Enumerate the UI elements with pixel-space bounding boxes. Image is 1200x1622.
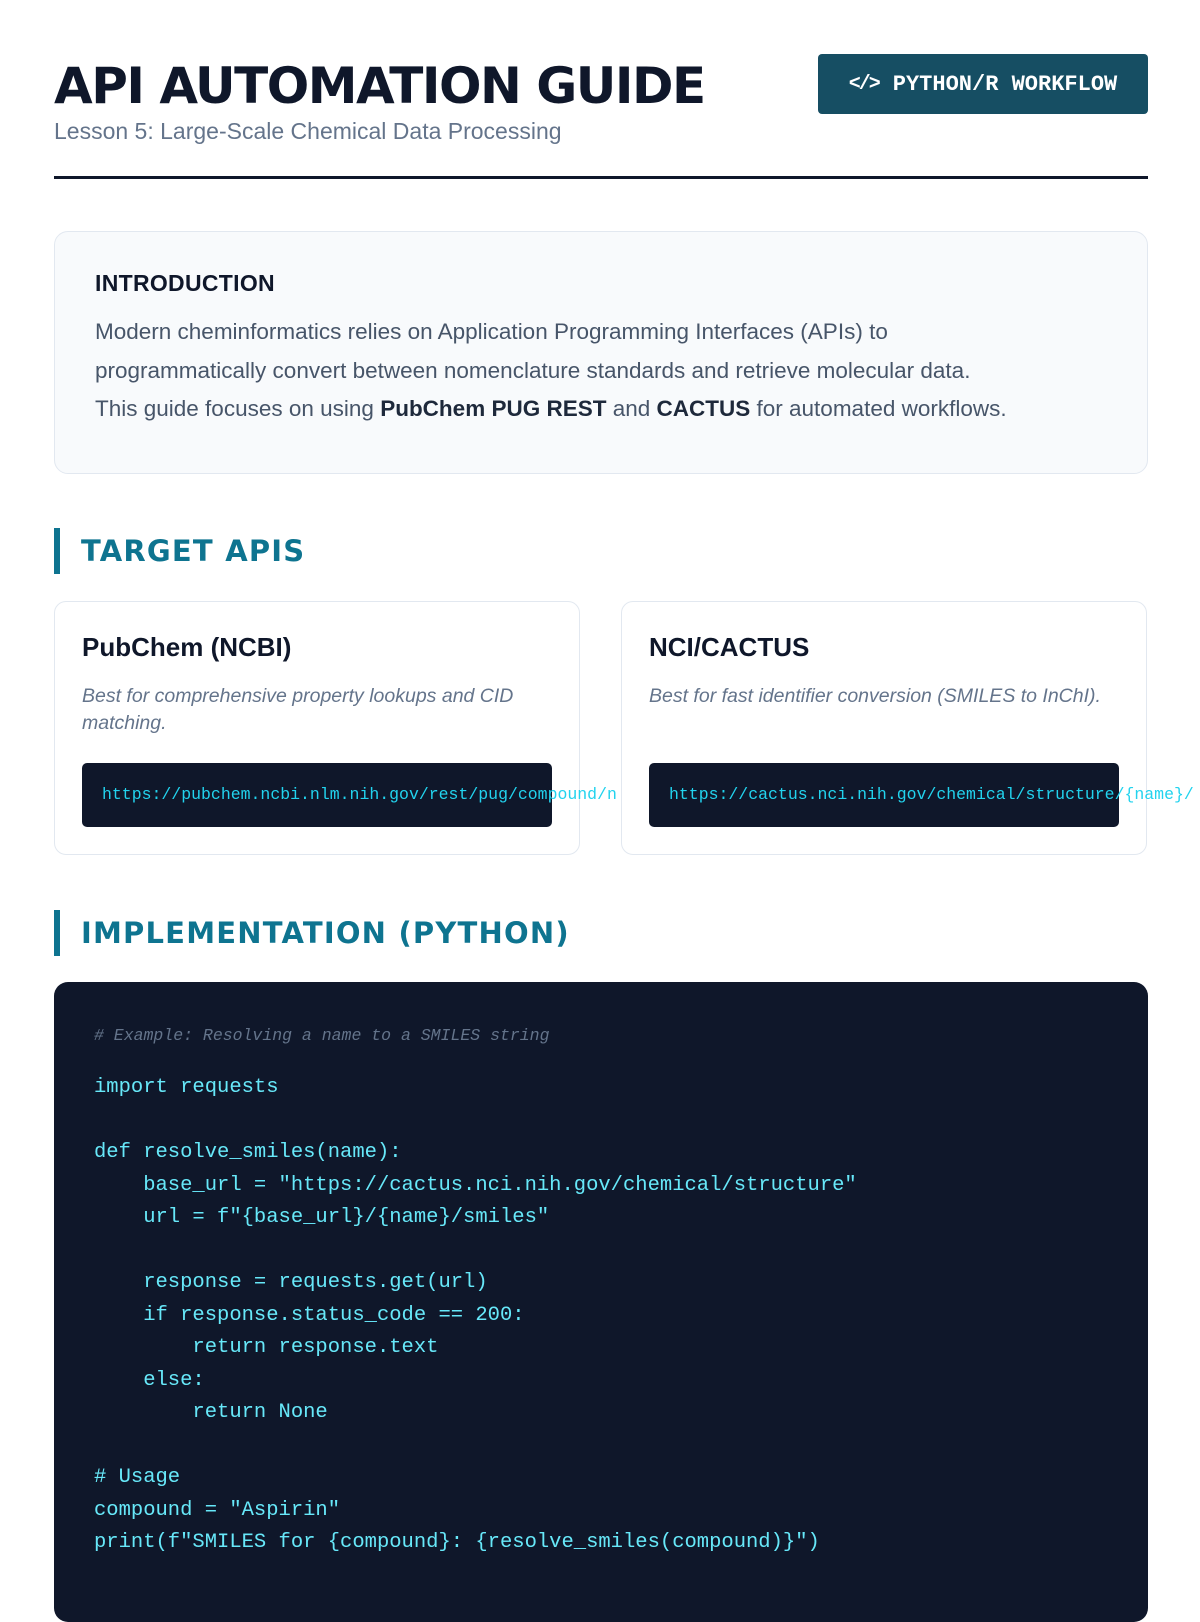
intro-line-3-prefix: This guide focuses on using <box>95 396 381 421</box>
header <box>54 46 1148 179</box>
api-card-description: Best for comprehensive property lookups and CID matching. <box>82 685 514 734</box>
intro-line-3-mid: and <box>606 396 657 421</box>
code-line: base_url = "https://cactus.nci.nih.gov/chemical/structure" <box>94 1173 857 1197</box>
page-subtitle: Lesson 5: Large-Scale Chemical Data Processing <box>54 118 562 144</box>
code-line: print(f"SMILES for {compound}: {resolve_smiles(compound)}") <box>94 1531 820 1554</box>
introduction-text <box>95 313 1107 429</box>
code-line: url = f"{base_url}/{name}/smiles" <box>94 1206 550 1229</box>
api-card-title: PubChem (NCBI) <box>82 632 292 662</box>
code-line <box>94 1235 1108 1268</box>
api-card-pubchem <box>54 601 617 855</box>
code-icon: </> <box>848 72 879 96</box>
code-line <box>94 1105 1108 1138</box>
code-line: else: <box>94 1368 205 1392</box>
code-line: return None <box>94 1401 328 1424</box>
python-code-block[interactable] <box>54 982 1148 1622</box>
code-line: def resolve_smiles(name): <box>94 1141 402 1164</box>
workflow-badge-label: PYTHON/R WORKFLOW <box>892 71 1118 97</box>
intro-line-2: programmatically convert between nomenclature standards and retrieve molecular data. <box>95 357 971 383</box>
code-line: response = requests.get(url) <box>94 1271 488 1294</box>
api-card-cactus <box>621 601 1194 855</box>
code-line: return response.text <box>94 1336 439 1359</box>
intro-line-1: Modern cheminformatics relies on Application Programming Interfaces (APIs) to <box>95 319 888 344</box>
code-line: import requests <box>94 1076 279 1099</box>
code-line <box>94 1430 1108 1463</box>
intro-line-3-suffix: for automated workflows. <box>750 396 1007 421</box>
api-endpoint-url[interactable]: https://pubchem.ncbi.nlm.nih.gov/rest/pug/compound/n <box>82 763 552 827</box>
code-line: if response.status_code == 200: <box>94 1303 525 1327</box>
introduction-heading: INTRODUCTION <box>95 270 275 296</box>
introduction-card <box>54 231 1148 474</box>
code-comment: # Example: Resolving a name to a SMILES string <box>94 1026 550 1045</box>
pubchem-pug-rest-emphasis: PubChem PUG REST <box>380 396 607 421</box>
cactus-emphasis: CACTUS <box>656 396 751 421</box>
code-line: compound = "Aspirin" <box>94 1498 341 1522</box>
workflow-badge <box>818 54 1148 114</box>
page-title: API AUTOMATION GUIDE <box>54 57 705 115</box>
target-apis-heading: TARGET APIS <box>54 528 1148 574</box>
api-endpoint-url[interactable]: https://cactus.nci.nih.gov/chemical/structure/{name}/ <box>649 763 1119 827</box>
api-card-title: NCI/CACTUS <box>649 632 810 662</box>
api-card-description: Best for fast identifier conversion (SMILES to InChI). <box>649 685 1101 707</box>
code-line: # Usage <box>94 1466 181 1489</box>
implementation-heading: IMPLEMENTATION (PYTHON) <box>54 910 1148 956</box>
